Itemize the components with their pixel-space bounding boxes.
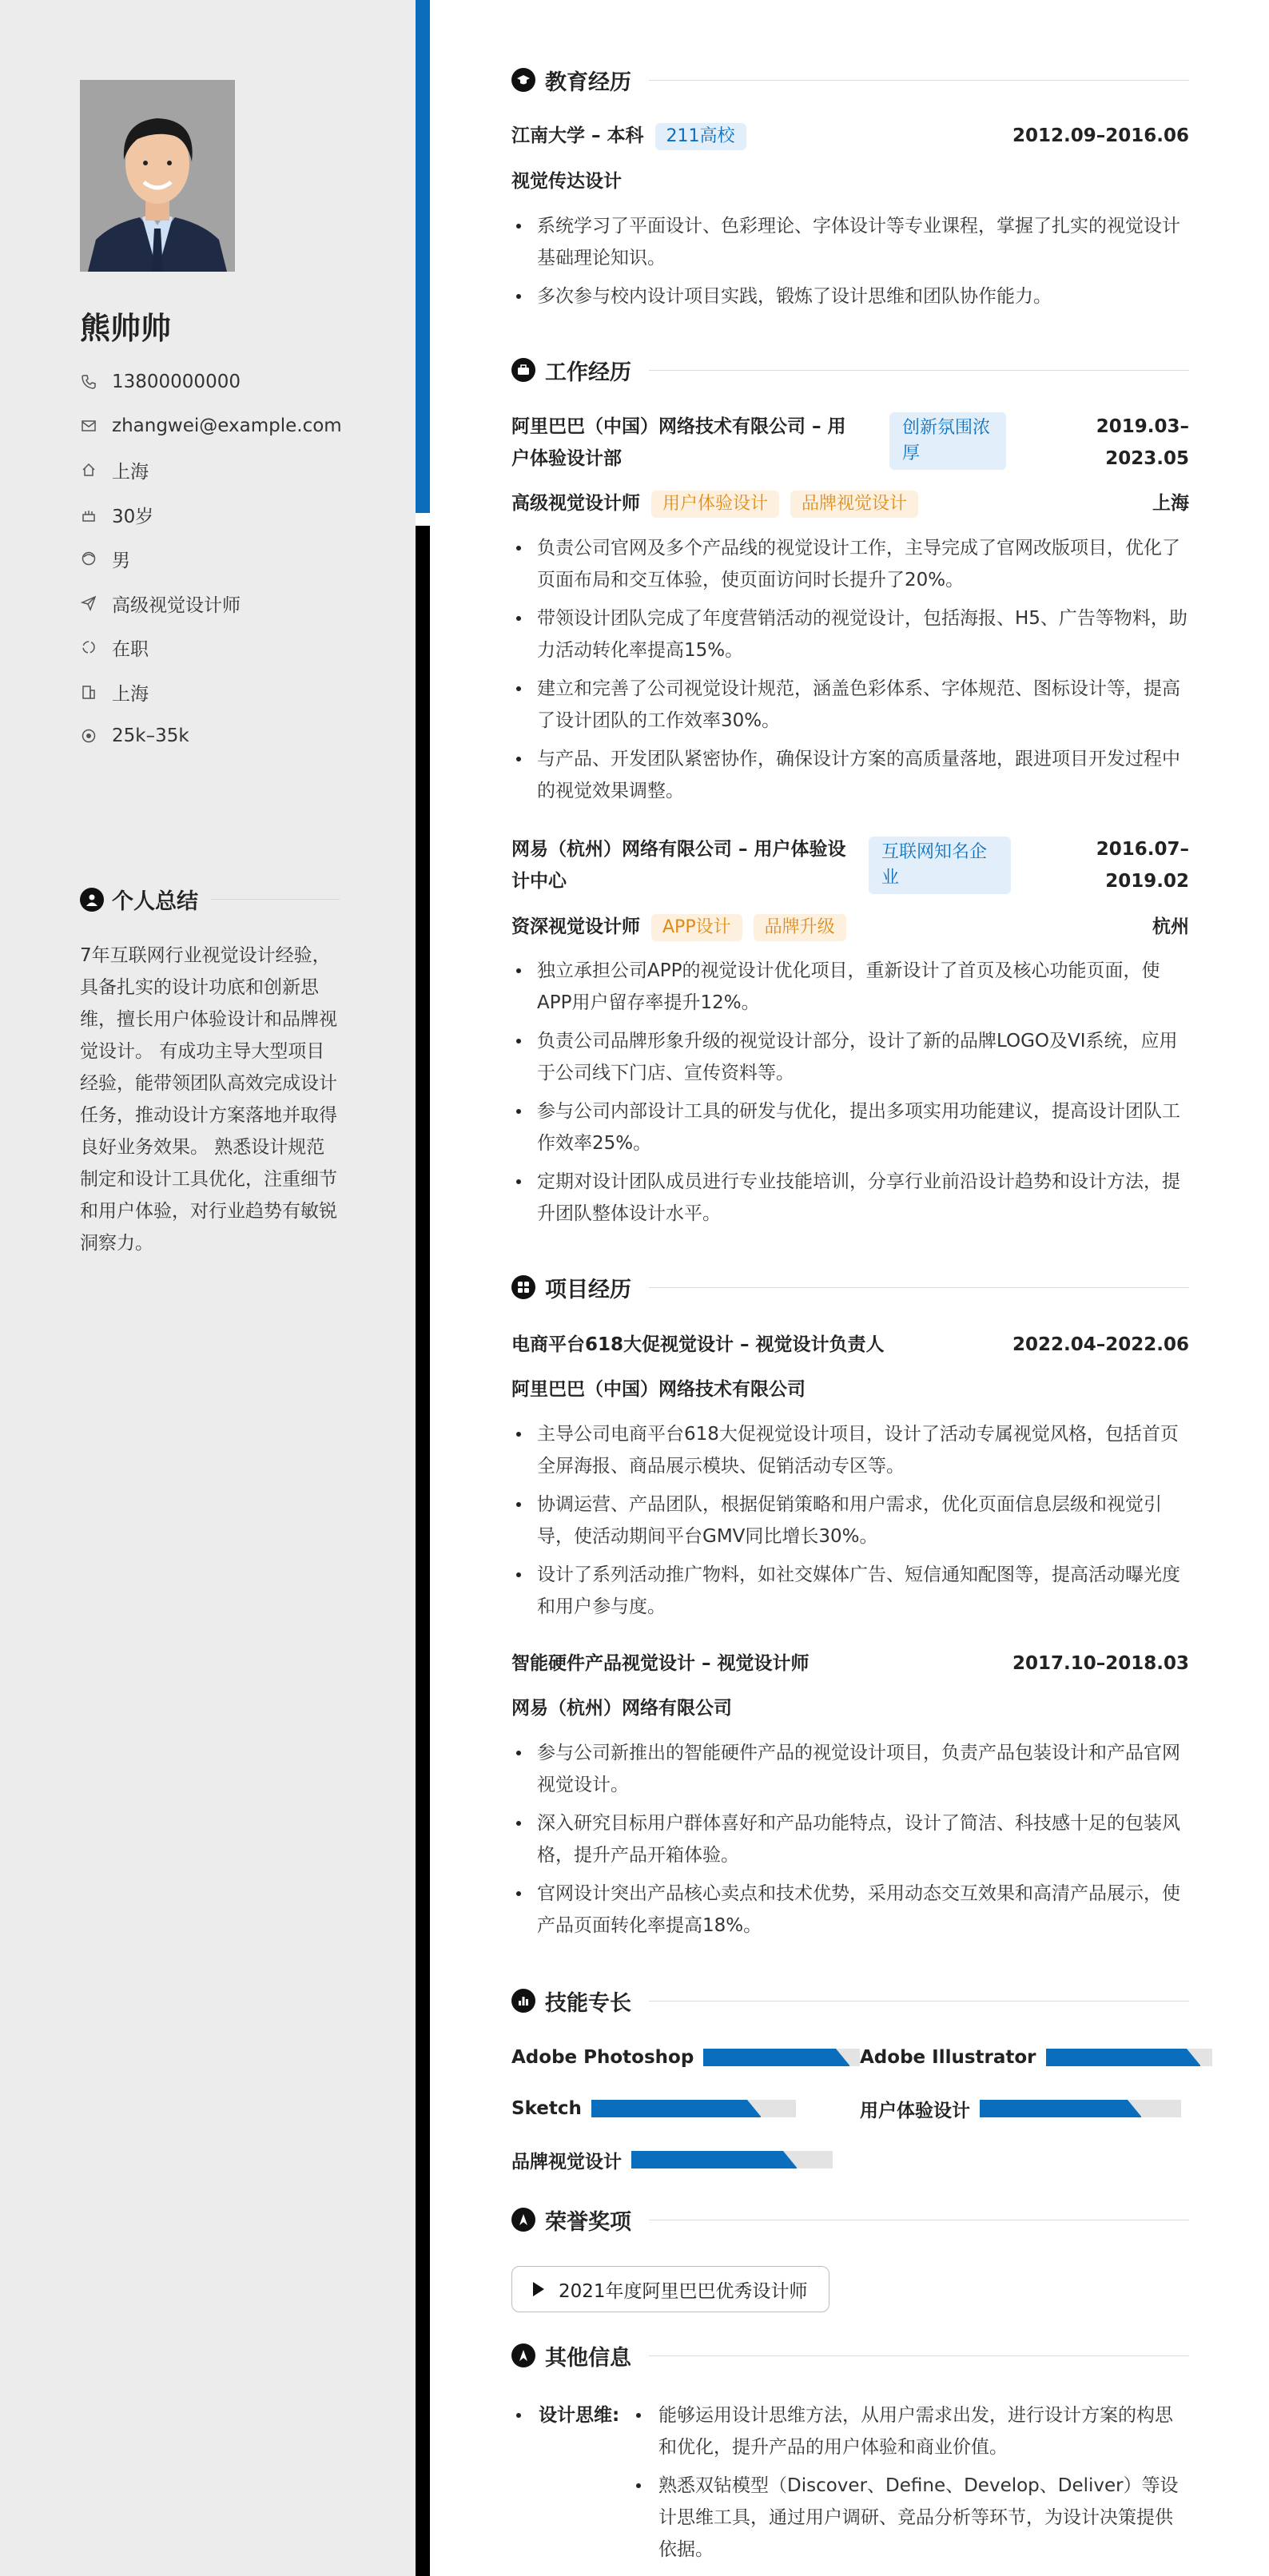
position-row (80, 592, 400, 614)
project-period: 2017.10–2018.03 (1012, 1653, 1189, 1674)
project-header (511, 1648, 1189, 1680)
project-name: 电商平台618大促视觉设计 – 视觉设计负责人 (511, 1334, 885, 1355)
job-city: 杭州 (1152, 916, 1189, 937)
list-item: 与产品、开发团队紧密协作，确保设计方案的高质量落地，跟进项目开发过程中的视觉效果调整。 (511, 743, 1189, 807)
target-city-text: 上海 (112, 683, 149, 705)
summary-heading (80, 884, 340, 915)
divider (649, 2355, 1189, 2356)
company-tag: 互联网知名企业 (869, 837, 1011, 894)
list-item: 参与公司内部设计工具的研发与优化，提出多项实用功能建议，提高设计团队工作效率25%。 (511, 1095, 1189, 1159)
skill-item (511, 2144, 833, 2176)
gender-row (80, 547, 400, 570)
skill-bar-fill (980, 2100, 1141, 2117)
gender-text: 男 (112, 550, 130, 571)
salary-text: 25k–35k (112, 725, 189, 746)
work-title: 工作经历 (545, 360, 631, 385)
user-icon (80, 888, 104, 912)
play-icon (533, 2282, 544, 2296)
education-title: 教育经历 (545, 70, 631, 95)
skill-bar (703, 2049, 860, 2066)
list-item: 设计了系列活动推广物料，如社交媒体广告、短信通知配图等，提高活动曝光度和用户参与度。 (511, 1559, 1189, 1623)
job-role: 资深视觉设计师 (511, 916, 640, 937)
age-row (80, 503, 400, 526)
list-item: 建立和完善了公司视觉设计规范，涵盖色彩体系、字体规范、图标设计等，提高了设计团队的工作效率30%。 (511, 673, 1189, 737)
divider (649, 2001, 1189, 2002)
bar-chart-icon (511, 1989, 535, 2013)
list-item: 官网设计突出产品核心卖点和技术优势，采用动态交互效果和高清产品展示，使产品页面转化率提高18%。 (511, 1878, 1189, 1942)
skill-tag: APP设计 (651, 914, 742, 941)
skill-tag: 品牌视觉设计 (790, 491, 918, 518)
skill-item (511, 2041, 860, 2073)
list-item: 带领设计团队完成了年度营销活动的视觉设计，包括海报、H5、广告等物料，助力活动转化率提高15%。 (511, 602, 1189, 666)
building-icon (80, 683, 97, 701)
list-item: 多次参与校内设计项目实践，锻炼了设计思维和团队协作能力。 (511, 280, 1189, 312)
job-role-row (511, 911, 1189, 943)
city-row (80, 459, 400, 481)
age-text: 30岁 (112, 506, 154, 527)
section-education (511, 64, 1189, 96)
project-period: 2022.04–2022.06 (1012, 1334, 1189, 1355)
section-work (511, 354, 1189, 386)
education-period: 2012.09–2016.06 (1012, 125, 1189, 146)
skill-item (511, 2093, 796, 2125)
skill-bar (631, 2151, 833, 2169)
skill-name: 用户体验设计 (860, 2100, 970, 2121)
sidebar (0, 0, 416, 2576)
home-icon (80, 461, 97, 479)
awards-title: 荣誉奖项 (545, 2209, 631, 2235)
section-skills (511, 1985, 1189, 2017)
phone-text: 13800000000 (112, 372, 241, 392)
section-projects (511, 1271, 1189, 1303)
refresh-icon (80, 638, 97, 656)
award-item (511, 2266, 829, 2312)
position-text: 高级视觉设计师 (112, 594, 241, 616)
job-company: 网易（杭州）网络有限公司 – 用户体验设计中心 (511, 839, 846, 892)
list-item: 能够运用设计思维方法，从用户需求出发，进行设计方案的构思和优化，提升产品的用户体验和商业价值。 (631, 2399, 1189, 2463)
graduation-cap-icon (511, 68, 535, 92)
skill-item (860, 2041, 1212, 2073)
cake-icon (80, 506, 97, 523)
company-tag: 创新氛围浓厚 (889, 412, 1006, 470)
salary-row (80, 725, 400, 747)
skill-item (860, 2093, 1181, 2125)
job-role: 高级视觉设计师 (511, 493, 640, 514)
send-icon (80, 594, 97, 612)
skill-bar-fill (1046, 2049, 1200, 2066)
skill-bar (980, 2100, 1181, 2117)
job-period: 2019.03–2023.05 (1096, 416, 1189, 469)
status-text: 在职 (112, 638, 149, 660)
list-item: 协调运营、产品团队，根据促销策略和用户需求，优化页面信息层级和视觉引导，使活动期间平台GMV同比增长30%。 (511, 1489, 1189, 1552)
skill-bar-fill (631, 2151, 797, 2169)
phone-icon (80, 373, 97, 391)
summary-title: 个人总结 (112, 889, 198, 914)
summary-text: 7年互联网行业视觉设计经验，具备扎实的设计功底和创新思维，擅长用户体验设计和品牌视觉设计。 有成功主导大型项目经验，能带领团队高效完成设计任务，推动设计方案落地并取得良好业务效果。 熟悉设计规范制定和设计工具优化，注重细节和用户体验，对行业趋势有敏锐洞察力。 (80, 945, 337, 1254)
job-city: 上海 (1152, 493, 1189, 514)
section-awards (511, 2204, 1189, 2236)
divider (649, 80, 1189, 81)
email-row (80, 415, 400, 437)
school-name: 江南大学 – 本科 (511, 125, 644, 146)
target-city-row (80, 681, 400, 703)
school-tag: 211高校 (655, 123, 746, 150)
candidate-name: 熊帅帅 (80, 311, 172, 346)
skill-name: Adobe Photoshop (511, 2047, 694, 2068)
job-bullets (511, 955, 1189, 1236)
skill-name: Sketch (511, 2098, 582, 2119)
skill-name: 品牌视觉设计 (511, 2151, 622, 2173)
mail-icon (80, 417, 97, 435)
education-bullets (511, 210, 1189, 319)
list-item: 熟悉双钻模型（Discover、Define、Develop、Deliver）等设计思维工具，通过用户调研、竞品分析等环节，为设计决策提供依据。 (631, 2470, 1189, 2566)
face-icon (80, 550, 97, 567)
list-item: 主导公司电商平台618大促视觉设计项目，设计了活动专属视觉风格，包括首页全屏海报、商品展示模块、促销活动专区等。 (511, 1418, 1189, 1482)
portrait-illustration (80, 80, 235, 272)
education-header (511, 120, 1189, 152)
coin-icon (80, 727, 97, 745)
skill-bar-fill (703, 2049, 849, 2066)
award-text: 2021年度阿里巴巴优秀设计师 (559, 2280, 808, 2302)
list-item: 负责公司品牌形象升级的视觉设计部分，设计了新的品牌LOGO及VI系统，应用于公司线下门店、宣传资料等。 (511, 1025, 1189, 1089)
job-period: 2016.07–2019.02 (1096, 839, 1189, 892)
project-bullets (511, 1418, 1189, 1629)
accent-bar-blue (416, 0, 430, 513)
job-role-row (511, 487, 1189, 519)
city-text: 上海 (112, 461, 149, 483)
grid-icon (511, 1275, 535, 1299)
divider (649, 1287, 1189, 1288)
list-item: 深入研究目标用户群体喜好和产品功能特点，设计了简洁、科技感十足的包装风格，提升产品开箱体验。 (511, 1807, 1189, 1871)
other-title: 其他信息 (545, 2345, 631, 2371)
email-text: zhangwei@example.com (112, 415, 342, 436)
avatar (80, 80, 235, 272)
divider (211, 899, 340, 900)
other-label: 设计思维: (511, 2399, 619, 2431)
section-other (511, 2339, 1189, 2371)
divider (649, 370, 1189, 371)
list-item: 负责公司官网及多个产品线的视觉设计工作，主导完成了官网改版项目，优化了页面布局和交互体验，使页面访问时长提升了20%。 (511, 532, 1189, 596)
project-company: 网易（杭州）网络有限公司 (511, 1698, 732, 1719)
job-bullets (511, 532, 1189, 813)
compass-icon (511, 2343, 535, 2367)
skill-tag: 品牌升级 (754, 914, 846, 941)
project-bullets (511, 1737, 1189, 1948)
phone-row (80, 371, 400, 393)
accent-bar-black (416, 526, 430, 2576)
skill-name: Adobe Illustrator (860, 2047, 1036, 2068)
list-item: 独立承担公司APP的视觉设计优化项目，重新设计了首页及核心功能页面，使APP用户留存率提升12%。 (511, 955, 1189, 1019)
project-name: 智能硬件产品视觉设计 – 视觉设计师 (511, 1653, 810, 1674)
skills-title: 技能专长 (545, 1990, 631, 2016)
medal-icon (511, 2208, 535, 2232)
list-item: 系统学习了平面设计、色彩理论、字体设计等专业课程，掌握了扎实的视觉设计基础理论知识。 (511, 210, 1189, 274)
status-row (80, 636, 400, 658)
briefcase-icon (511, 358, 535, 382)
skill-bar (591, 2100, 796, 2117)
list-item: 参与公司新推出的智能硬件产品的视觉设计项目，负责产品包装设计和产品官网视觉设计。 (511, 1737, 1189, 1801)
project-header (511, 1329, 1189, 1361)
skill-bar-fill (591, 2100, 761, 2117)
other-bullets (631, 2399, 1189, 2572)
skill-bar (1046, 2049, 1212, 2066)
skill-tag: 用户体验设计 (651, 491, 779, 518)
list-item: 定期对设计团队成员进行专业技能培训，分享行业前沿设计趋势和设计方法，提升团队整体设计水平。 (511, 1166, 1189, 1230)
project-company: 阿里巴巴（中国）网络技术有限公司 (511, 1379, 806, 1400)
education-major: 视觉传达设计 (511, 171, 622, 192)
job-company: 阿里巴巴（中国）网络技术有限公司 – 用户体验设计部 (511, 416, 846, 469)
projects-title: 项目经历 (545, 1277, 631, 1302)
